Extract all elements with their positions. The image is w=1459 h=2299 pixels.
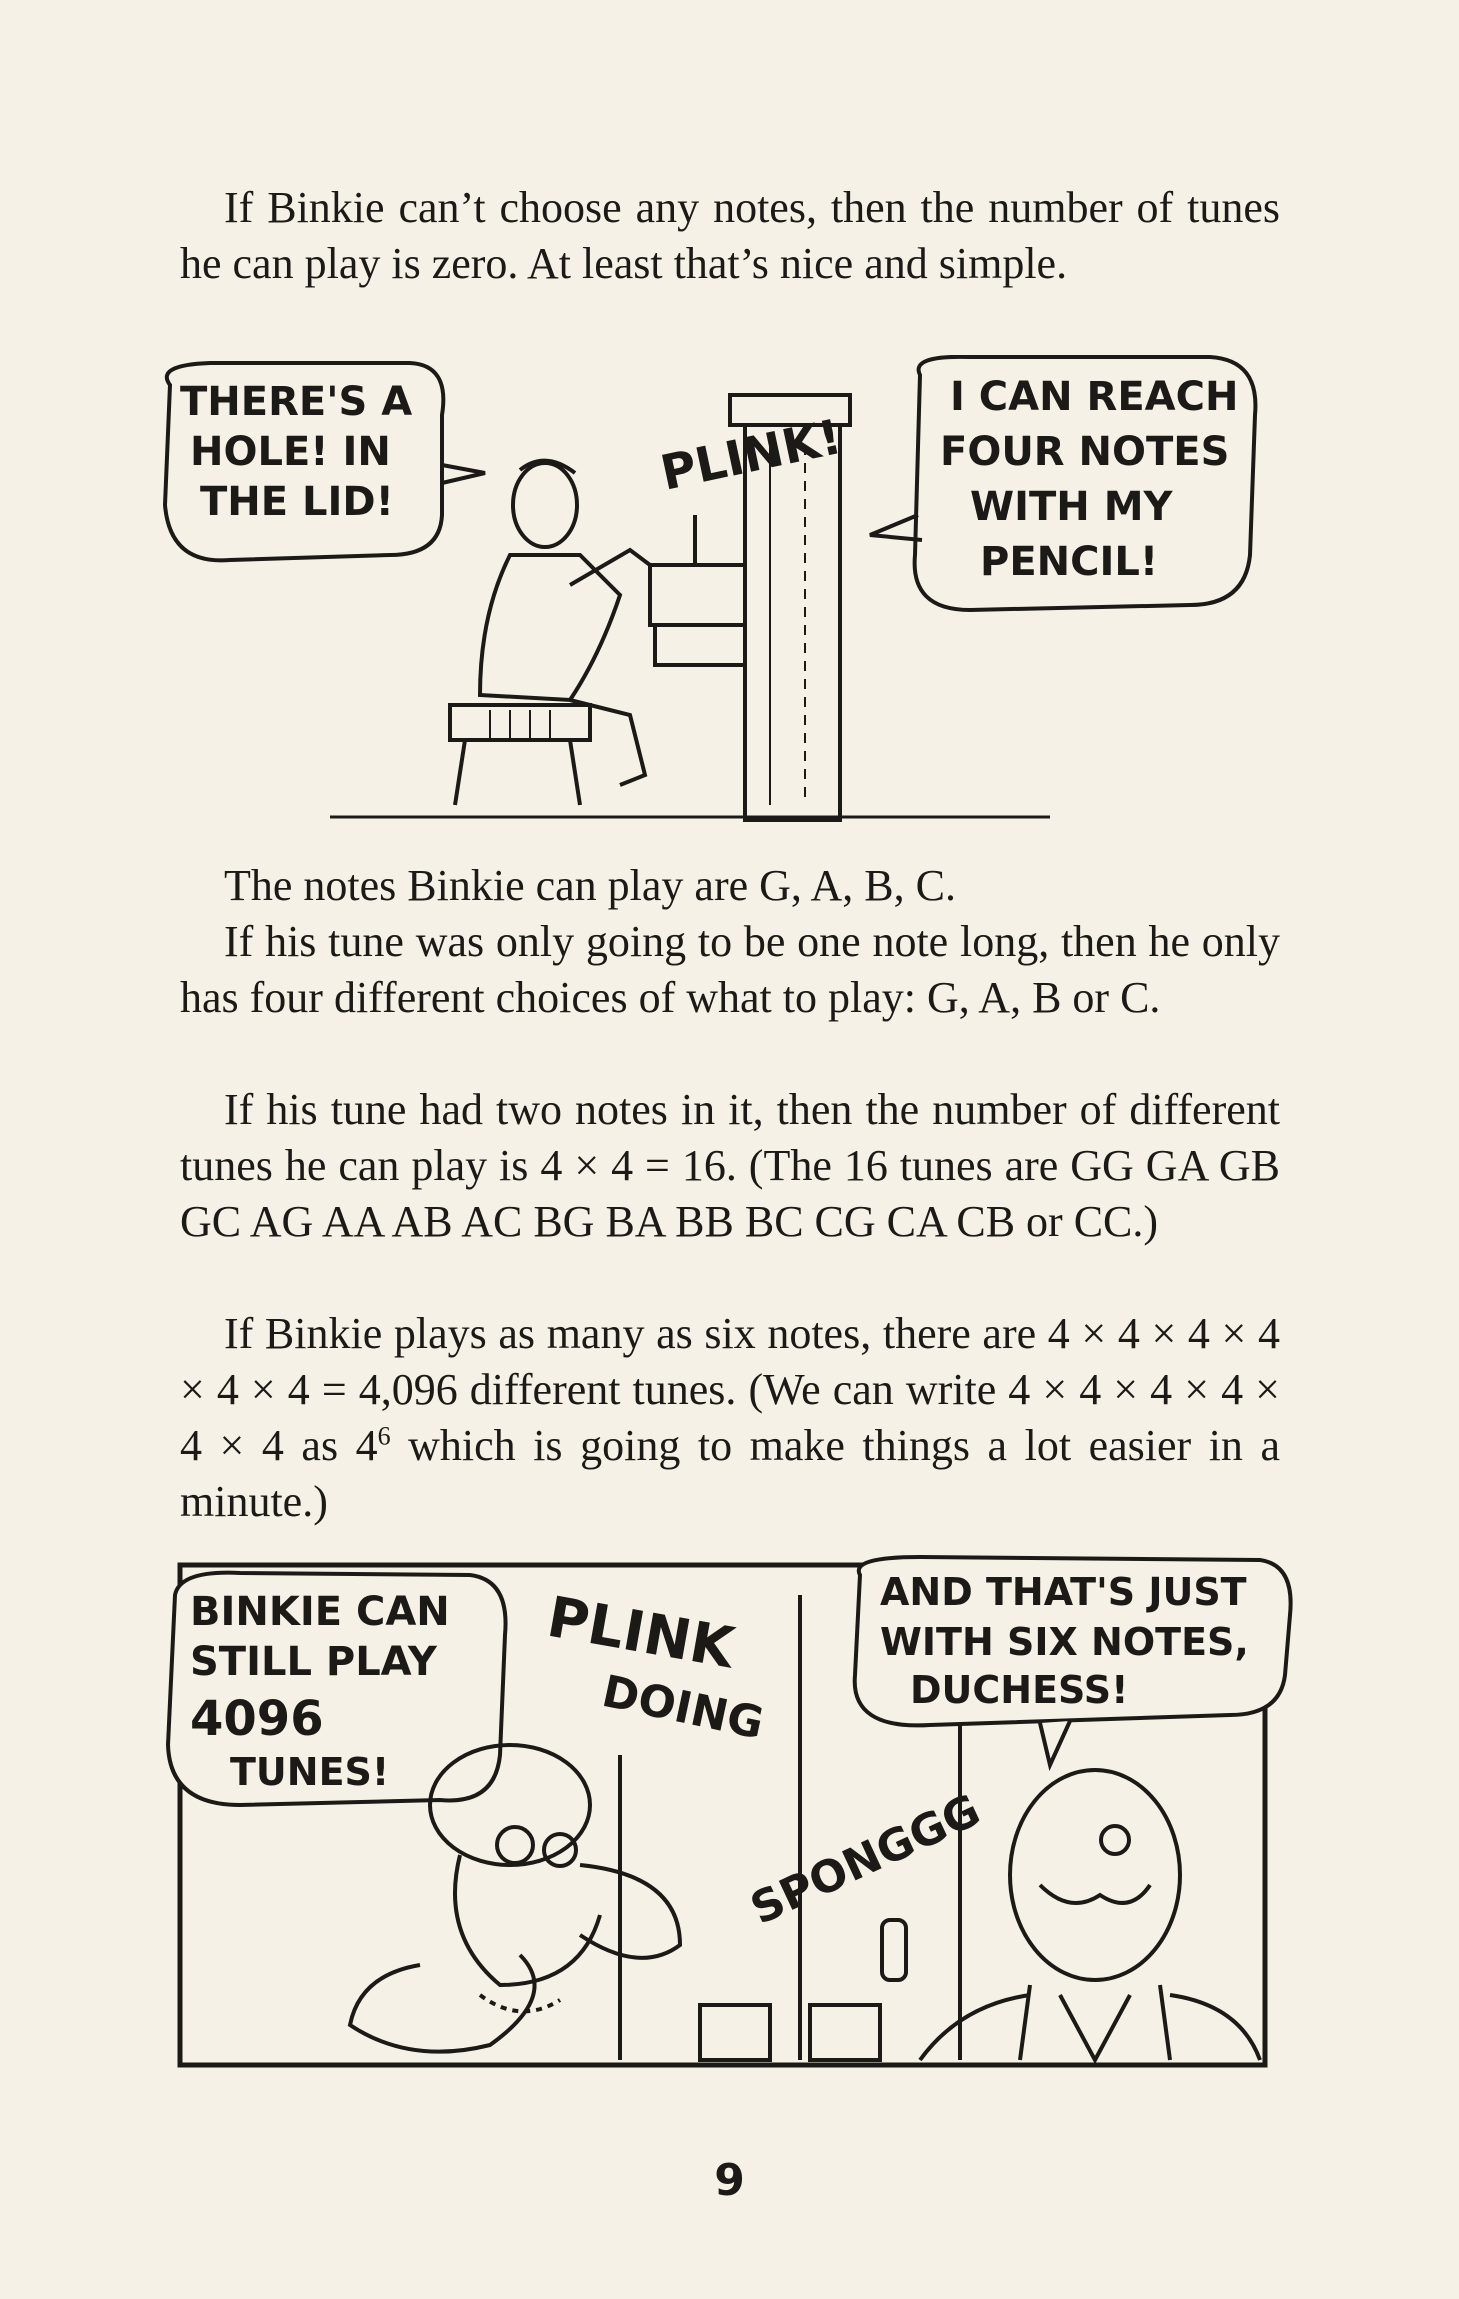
paragraph-5-text-a: If Binkie plays as many as six notes, there are 4 × 4 × 4 × 4 × 4 × 4 = 4,096 different tunes. (We can write 4 × 4 × 4 × 4 × 4 × 4 as 4 [180,1309,1280,1470]
gent-balloon-line-2 [880,1620,1249,1664]
gent-balloon-line-3-text: DUCHESS! [910,1668,1129,1712]
duchess-balloon-line-3-text: 4096 [190,1691,324,1747]
left-balloon-line-1-text: THERE'S A [180,379,413,425]
duchess-illustration [160,1555,1310,2075]
duchess-balloon-line-2 [190,1639,438,1685]
left-balloon-line-3-text: THE LID! [200,479,394,525]
gent-balloon-line-1 [880,1570,1247,1614]
left-balloon-line-2-text: HOLE! IN [190,429,391,475]
right-balloon-line-4-text: PENCIL! [980,539,1159,585]
paragraph-3: If his tune was only going to be one note long, then he only has four different choices of what to play: G, A, B or C. [180,917,1280,1022]
duchess-balloon-line-1 [190,1589,450,1635]
comic-panel-piano [150,355,1280,825]
paragraph-1 [180,180,1280,292]
left-balloon-line-2 [190,429,391,475]
right-balloon-line-2-text: FOUR NOTES [940,429,1230,475]
page-number: 9 [714,2155,745,2206]
doing-sound-effect: DOING [597,1665,768,1750]
right-balloon-line-3-text: WITH MY [970,484,1173,530]
piano-illustration [150,355,1280,825]
duchess-balloon-line-4-text: TUNES! [230,1750,390,1794]
paragraph-2: The notes Binkie can play are G, A, B, C. [224,861,956,910]
left-balloon-line-1 [180,379,412,425]
duchess-balloon-line-1-text: BINKIE CAN [190,1589,450,1635]
gent-balloon-line-1-text: AND THAT'S JUST [880,1570,1247,1614]
left-balloon-line-3 [200,479,394,525]
gent-balloon-line-3 [910,1668,1128,1712]
right-balloon-line-2 [940,429,1229,475]
duchess-balloon-line-3 [190,1691,324,1747]
pianist-figure [450,461,650,805]
plink-sound-effect-2: PLINK [542,1584,739,1682]
comic-panel-duchess [160,1555,1310,2075]
duchess-balloon-line-4 [230,1750,389,1794]
paragraph-4: If his tune had two notes in it, then the number of different tunes he can play is 4 × 4 = 16. (The 16 tunes are GG GA GB GC AG AA AB AC BG BA BB BC CG CA CB or CC.) [180,1085,1280,1246]
plink-sound-effect: PLINK! [655,408,847,502]
right-balloon-line-1-text: I CAN REACH [950,374,1239,420]
gent-balloon-line-2-text: WITH SIX NOTES, [880,1620,1249,1664]
duchess-balloon-line-2-text: STILL PLAY [190,1639,437,1685]
right-balloon-line-3 [970,484,1173,530]
paragraph-5 [180,1306,1280,1530]
right-balloon-line-1 [950,374,1238,420]
paragraph-5-text-b: which is going to make things a lot easier in a minute.) [180,1421,1280,1526]
right-balloon-line-4 [980,539,1158,585]
spong-sound-effect: SPONGGG [743,1784,989,1935]
exponent-superscript: 6 [377,1421,391,1451]
paragraph-1-text: If Binkie can’t choose any notes, then the number of tunes he can play is zero. At least that’s nice and simple. [180,183,1280,288]
